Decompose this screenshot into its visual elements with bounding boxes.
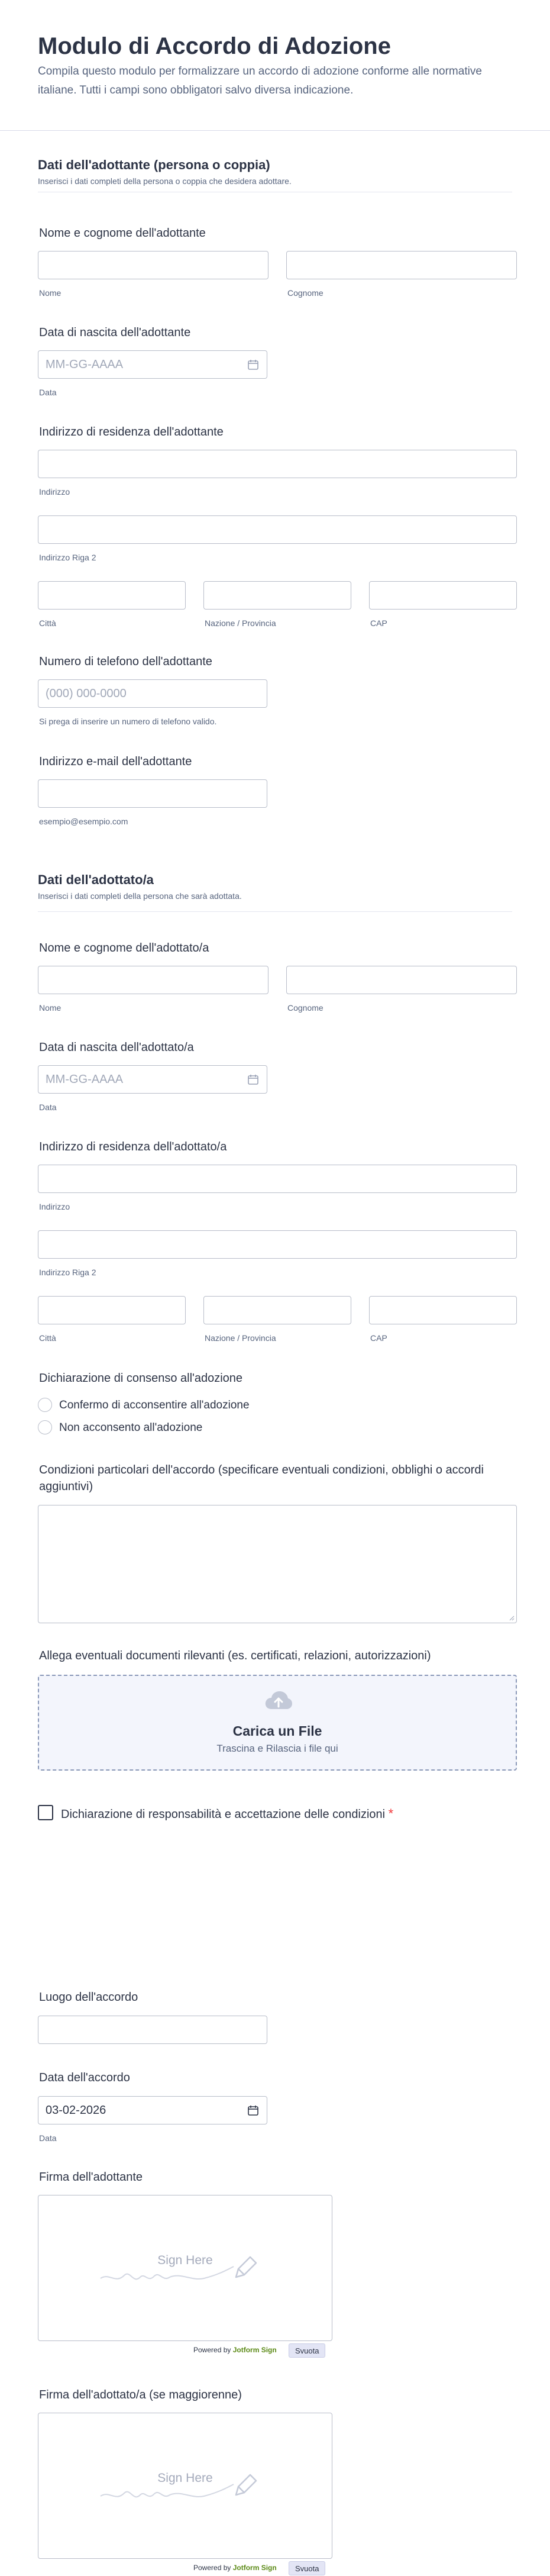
required-asterisk: * [388,1806,394,1821]
adopter-dob-label: Data di nascita dell'adottante [39,326,191,339]
adopter-city-input[interactable] [38,581,186,610]
signature-hint: Sign Here [157,2471,213,2485]
upload-subtitle: Trascina e Rilascia i file qui [216,1743,338,1754]
file-upload-dropzone[interactable] [38,1675,517,1771]
declaration-checkbox[interactable] [38,1805,53,1820]
adopter-zip-sublabel: CAP [370,618,387,628]
jotform-sign-brand: Jotform Sign [232,2564,277,2572]
powered-by-text [193,2346,277,2354]
adopter-state-sublabel: Nazione / Provincia [205,618,276,628]
consent-label: Dichiarazione di consenso all'adozione [39,1372,243,1385]
signature-adopter-pad[interactable] [38,2195,332,2341]
signature-adopter-label: Firma dell'adottante [39,2171,143,2184]
conditions-textarea[interactable] [38,1505,517,1623]
adopter-last-name-sublabel: Cognome [287,288,323,298]
adoptee-dob-sublabel: Data [39,1102,57,1112]
signature-adoptee-clear-button[interactable]: Svuota [289,2561,325,2575]
adopter-zip-input[interactable] [369,581,517,610]
powered-by-prefix: Powered by [193,2564,231,2572]
adopter-first-name-input[interactable] [38,251,268,279]
adopter-city-sublabel: Città [39,618,56,628]
signature-adoptee-label: Firma dell'adottato/a (se maggiorenne) [39,2388,242,2401]
powered-by-prefix: Powered by [193,2346,231,2354]
adoptee-name-label: Nome e cognome dell'adottato/a [39,942,209,955]
consent-yes-label[interactable]: Confermo di acconsentire all'adozione [59,1399,250,1411]
adoptee-section-subtitle: Inserisci i dati completi della persona che sarà adottata. [38,891,242,901]
conditions-label: Condizioni particolari dell'accordo (specificare eventuali condizioni, obblighi o accordi aggiuntivi) [39,1463,484,1493]
upload-title: Carica un File [232,1723,322,1739]
adopter-email-sublabel: esempio@esempio.com [39,817,128,826]
adopter-dob-input[interactable] [38,350,267,379]
form-description: Compila questo modulo per formalizzare un accordo di adozione conforme alle normative italiane. Tutti i campi sono obbligatori salvo diversa indicazione. [38,65,482,96]
calendar-icon[interactable] [247,1073,259,1085]
adoptee-last-name-sublabel: Cognome [287,1003,323,1013]
adoptee-last-name-input[interactable] [286,966,517,994]
adoptee-zip-input[interactable] [369,1296,517,1324]
adopter-address-line2-input[interactable] [38,515,517,544]
adopter-phone-label: Numero di telefono dell'adottante [39,655,212,668]
adopter-email-label: Indirizzo e-mail dell'adottante [39,755,192,768]
adoptee-address-label: Indirizzo di residenza dell'adottato/a [39,1140,227,1153]
adoptee-address-line2-sublabel: Indirizzo Riga 2 [39,1268,96,1277]
agreement-date-field [38,2096,267,2124]
adopter-address-line1-input[interactable] [38,450,517,478]
consent-no-radio[interactable] [38,1420,52,1434]
adopter-dob-sublabel: Data [39,388,57,397]
adopter-state-input[interactable] [203,581,351,610]
agreement-date-sublabel: Data [39,2133,57,2143]
adoptee-address-line1-input[interactable] [38,1165,517,1193]
declaration-label-text: Dichiarazione di responsabilità e accettazione delle condizioni [61,1808,386,1821]
adopter-address-label: Indirizzo di residenza dell'adottante [39,425,224,439]
adopter-first-name-sublabel: Nome [39,288,62,298]
section-divider [38,911,512,912]
adoptee-first-name-input[interactable] [38,966,268,994]
adopter-address-line2-sublabel: Indirizzo Riga 2 [39,553,96,562]
adopter-section-subtitle: Inserisci i dati completi della persona o coppia che desidera adottare. [38,176,292,186]
calendar-icon[interactable] [247,359,259,370]
cloud-upload-icon [264,1690,293,1710]
resize-handle-icon[interactable] [509,1615,515,1621]
adoptee-dob-input[interactable] [38,1065,267,1094]
signature-hint: Sign Here [157,2253,213,2267]
powered-by-text [193,2564,277,2572]
signature-adopter-clear-button[interactable]: Svuota [289,2343,325,2358]
form-title: Modulo di Accordo di Adozione [38,33,391,59]
adoptee-state-sublabel: Nazione / Provincia [205,1333,276,1343]
adopter-name-label: Nome e cognome dell'adottante [39,227,206,240]
agreement-date-input[interactable] [38,2096,267,2124]
adoptee-city-sublabel: Città [39,1333,56,1343]
adoptee-city-input[interactable] [38,1296,186,1324]
place-label: Luogo dell'accordo [39,1991,138,2004]
upload-label: Allega eventuali documenti rilevanti (es. certificati, relazioni, autorizzazioni) [39,1649,431,1662]
adopter-dob-field [38,350,267,379]
adopter-phone-input[interactable] [38,679,267,708]
adoptee-zip-sublabel: CAP [370,1333,387,1343]
signature-adoptee-pad[interactable] [38,2413,332,2559]
calendar-icon[interactable] [247,2104,259,2116]
declaration-label[interactable] [61,1806,393,1821]
adoptee-address-line2-input[interactable] [38,1230,517,1259]
adoptee-dob-field [38,1065,267,1094]
consent-yes-radio[interactable] [38,1398,52,1412]
consent-no-label[interactable]: Non acconsento all'adozione [59,1421,203,1434]
jotform-sign-brand: Jotform Sign [232,2346,277,2354]
agreement-date-label: Data dell'accordo [39,2071,130,2084]
adopter-address-line1-sublabel: Indirizzo [39,487,70,496]
adoptee-address-line1-sublabel: Indirizzo [39,1202,70,1211]
adopter-last-name-input[interactable] [286,251,517,279]
adopter-section-title: Dati dell'adottante (persona o coppia) [38,157,270,172]
adoptee-state-input[interactable] [203,1296,351,1324]
header-divider [0,130,550,131]
place-input[interactable] [38,2016,267,2044]
adoptee-section-title: Dati dell'adottato/a [38,872,154,887]
adopter-phone-sublabel: Si prega di inserire un numero di telefono valido. [39,717,217,726]
adoptee-first-name-sublabel: Nome [39,1003,62,1013]
adopter-email-input[interactable] [38,779,267,808]
adoptee-dob-label: Data di nascita dell'adottato/a [39,1041,194,1054]
